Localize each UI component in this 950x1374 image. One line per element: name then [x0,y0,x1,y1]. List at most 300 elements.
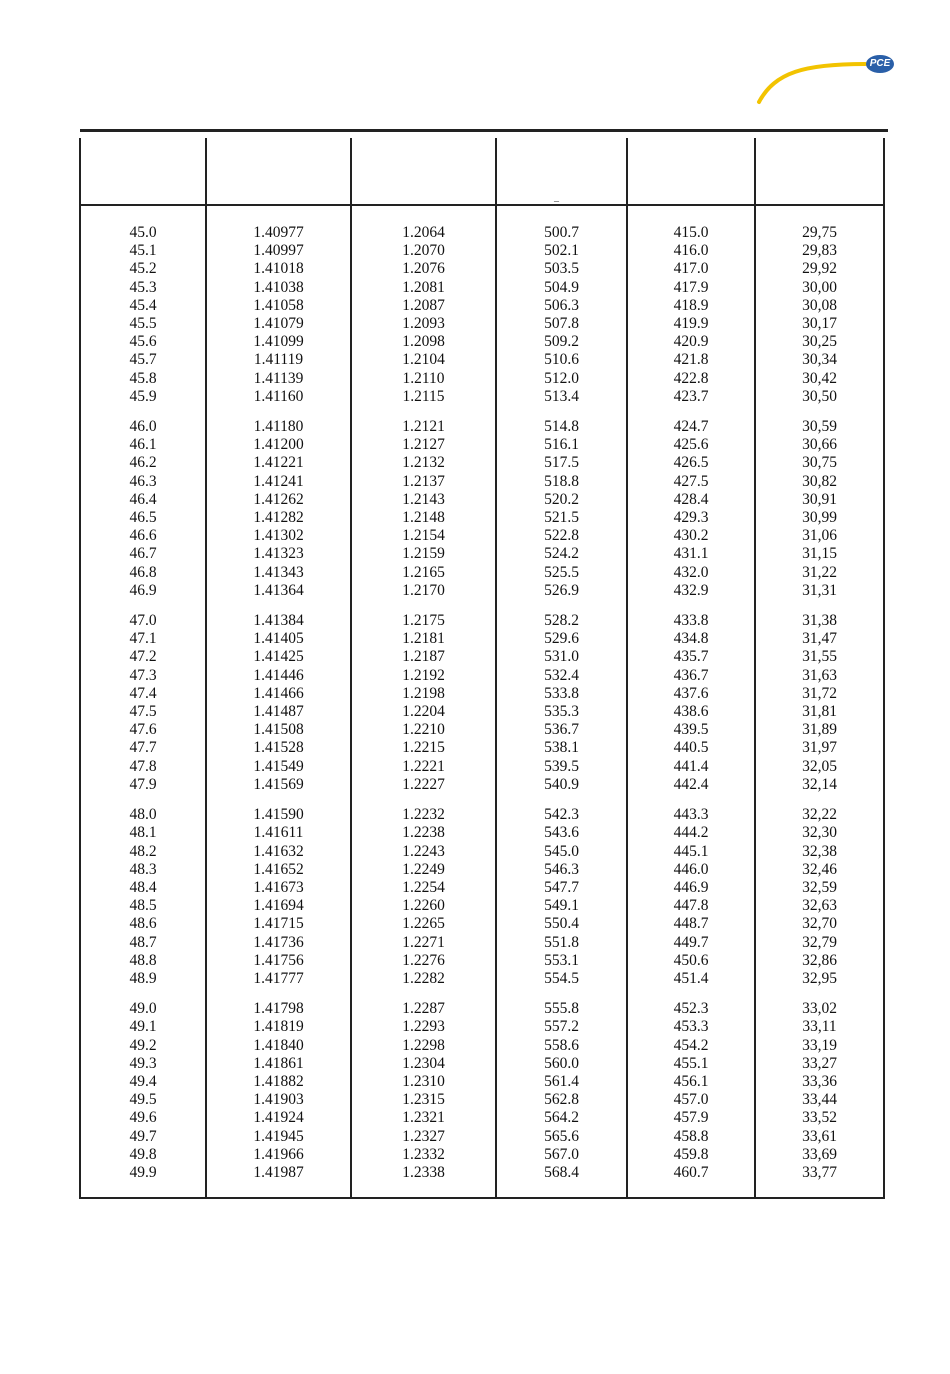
table-cell: 564.2 [544,1109,579,1127]
table-cell: 512.0 [544,369,579,387]
table-cell: 49.6 [129,1109,157,1127]
table-cell: 561.4 [544,1072,579,1090]
table-cell: 423.7 [673,387,709,405]
row-group [352,1000,495,1182]
table-cell: 1.2148 [402,509,445,527]
table-cell: 1.2192 [402,666,445,684]
table-cell: 446.0 [673,860,709,878]
table-cell: 417.9 [673,278,709,296]
table-cell: 533.8 [544,684,579,702]
table-cell: 458.8 [673,1127,709,1145]
table-cell: 33,19 [802,1036,837,1054]
row-group [352,418,495,600]
table-cell: 32,05 [802,757,837,775]
table-cell: 539.5 [544,757,579,775]
table-cell: 1.41180 [253,418,304,436]
table-cell: 447.8 [673,897,709,915]
table-cell: 421.8 [673,351,709,369]
table-cell: 32,46 [802,860,837,878]
table-cell: 49.4 [129,1072,157,1090]
table-cell: 30,25 [802,333,837,351]
table-cell: 47.8 [129,757,157,775]
table-cell: 31,97 [802,739,837,757]
table-cell: 46.0 [129,418,157,436]
row-group [756,612,883,794]
row-group [352,612,495,794]
table-cell: 1.2181 [402,630,445,648]
table-cell: 1.2121 [402,418,445,436]
table-cell: 441.4 [673,757,709,775]
table-cell: 503.5 [544,260,579,278]
table-cell: 425.6 [673,436,709,454]
table-cell: 431.1 [673,545,709,563]
row-group [756,1000,883,1182]
row-group [81,806,205,988]
row-group [81,224,205,406]
table-cell: 452.3 [673,1000,709,1018]
table-cell: 46.5 [129,509,157,527]
table-cell: 439.5 [673,721,709,739]
table-cell: 436.7 [673,666,709,684]
table-cell: 33,36 [802,1072,837,1090]
table-cell: 432.9 [673,581,709,599]
table-cell: 1.2271 [402,933,445,951]
table-cell: 528.2 [544,612,579,630]
table-cell: 47.9 [129,775,157,793]
table-cell: 1.41945 [253,1127,304,1145]
table-cell: 31,47 [802,630,837,648]
table-cell: 419.9 [673,315,709,333]
table-cell: 445.1 [673,842,709,860]
table-cell: 522.8 [544,527,579,545]
table-cell: 48.4 [129,878,157,896]
table-cell: 432.0 [673,563,709,581]
table-cell: 417.0 [673,260,709,278]
table-cell: 1.41777 [253,969,304,987]
row-group [628,418,754,600]
table-cell: 513.4 [544,387,579,405]
table-cell: 1.41038 [253,278,304,296]
table-cell: 524.2 [544,545,579,563]
table-cell: 1.41200 [253,436,304,454]
table-cell: 31,63 [802,666,837,684]
table-cell: 553.1 [544,951,579,969]
table-cell: 546.3 [544,860,579,878]
table-cell: 49.7 [129,1127,157,1145]
table-cell: 1.2198 [402,684,445,702]
table-cell: 1.41694 [253,897,304,915]
table-cell: 567.0 [544,1145,579,1163]
table-cell: 525.5 [544,563,579,581]
table-cell: 433.8 [673,612,709,630]
table-cell: 1.41549 [253,757,304,775]
table-cell: 1.2076 [402,260,445,278]
table-cell: 516.1 [544,436,579,454]
table-cell: 31,31 [802,581,837,599]
table-cell: 514.8 [544,418,579,436]
table-cell: 543.6 [544,824,579,842]
table-cell: 46.2 [129,454,157,472]
table-cell: 444.2 [673,824,709,842]
table-cell: 557.2 [544,1018,579,1036]
table-cell: 31,15 [802,545,837,563]
row-group [756,224,883,406]
table-cell: 1.41405 [253,630,304,648]
table-cell: 562.8 [544,1091,579,1109]
table-cell: 1.41987 [253,1163,304,1181]
table-cell: 32,30 [802,824,837,842]
table-cell: 33,44 [802,1091,837,1109]
table-cell: 48.9 [129,969,157,987]
table-cell: 1.2154 [402,527,445,545]
table-cell: 446.9 [673,878,709,896]
table-cell: 32,86 [802,951,837,969]
table-cell: 1.41840 [253,1036,304,1054]
table-cell: 1.2159 [402,545,445,563]
table-cell: 560.0 [544,1054,579,1072]
table-cell: 47.4 [129,684,157,702]
table-cell: 1.41446 [253,666,304,684]
column-c4 [497,224,626,1194]
table-cell: 1.41323 [253,545,304,563]
table-cell: 49.9 [129,1163,157,1181]
table-cell: 30,50 [802,387,837,405]
table-cell: 1.41903 [253,1091,304,1109]
table-cell: 538.1 [544,739,579,757]
table-cell: 30,82 [802,472,837,490]
table-cell: 1.2215 [402,739,445,757]
table-cell: 457.9 [673,1109,709,1127]
table-cell: 29,83 [802,242,837,260]
table-cell: 48.6 [129,915,157,933]
table-cell: 1.41882 [253,1072,304,1090]
pce-logo [755,52,900,110]
table-cell: 555.8 [544,1000,579,1018]
table-cell: 1.41302 [253,527,304,545]
table-cell: 49.1 [129,1018,157,1036]
table-cell: 1.41736 [253,933,304,951]
table-cell: 1.41652 [253,860,304,878]
table-cell: 47.1 [129,630,157,648]
table-cell: 428.4 [673,490,709,508]
table-cell: 1.2175 [402,612,445,630]
table-cell: 1.41673 [253,878,304,896]
table-cell: 1.2110 [402,369,445,387]
table-cell: 48.0 [129,806,157,824]
table-cell: 1.41508 [253,721,304,739]
table-cell: 48.5 [129,897,157,915]
table-cell: 450.6 [673,951,709,969]
table-cell: 568.4 [544,1163,579,1181]
data-table [79,138,885,1199]
table-cell: 1.2276 [402,951,445,969]
table-cell: 443.3 [673,806,709,824]
table-cell: 455.1 [673,1054,709,1072]
table-cell: 454.2 [673,1036,709,1054]
table-cell: 45.8 [129,369,157,387]
table-cell: 1.41569 [253,775,304,793]
table-cell: 1.2204 [402,703,445,721]
table-cell: 46.3 [129,472,157,490]
row-group [207,806,350,988]
table-cell: 1.2132 [402,454,445,472]
table-cell: 33,02 [802,1000,837,1018]
table-cell: 542.3 [544,806,579,824]
row-group [81,418,205,600]
table-cell: 49.0 [129,1000,157,1018]
table-cell: 1.2254 [402,878,445,896]
table-cell: 448.7 [673,915,709,933]
table-cell: 1.2315 [402,1091,445,1109]
row-group [207,224,350,406]
table-cell: 45.9 [129,387,157,405]
row-group [497,806,626,988]
table-cell: 46.7 [129,545,157,563]
table-cell: 30,08 [802,296,837,314]
table-cell: 1.41160 [253,387,304,405]
column-c2 [207,224,350,1194]
column-c5 [628,224,754,1194]
row-group [497,418,626,600]
table-cell: 1.41262 [253,490,304,508]
table-cell: 1.2087 [402,296,445,314]
table-cell: 31,06 [802,527,837,545]
table-cell: 33,52 [802,1109,837,1127]
table-cell: 45.3 [129,278,157,296]
row-group [352,224,495,406]
table-cell: 549.1 [544,897,579,915]
row-group [628,612,754,794]
table-cell: 30,91 [802,490,837,508]
header-mark: – [554,196,559,207]
table-cell: 1.2115 [402,387,445,405]
table-cell: 30,34 [802,351,837,369]
row-group [207,1000,350,1182]
table-cell: 45.2 [129,260,157,278]
table-cell: 1.2143 [402,490,445,508]
table-cell: 31,89 [802,721,837,739]
table-cell: 30,66 [802,436,837,454]
table-cell: 1.41018 [253,260,304,278]
table-cell: 45.6 [129,333,157,351]
table-cell: 540.9 [544,775,579,793]
table-cell: 420.9 [673,333,709,351]
table-cell: 1.2137 [402,472,445,490]
table-cell: 46.9 [129,581,157,599]
table-cell: 418.9 [673,296,709,314]
table-cell: 1.2127 [402,436,445,454]
table-cell: 1.41756 [253,951,304,969]
table-cell: 529.6 [544,630,579,648]
table-cell: 49.8 [129,1145,157,1163]
table-cell: 1.2338 [402,1163,445,1181]
table-cell: 449.7 [673,933,709,951]
table-cell: 33,61 [802,1127,837,1145]
table-cell: 507.8 [544,315,579,333]
table-cell: 453.3 [673,1018,709,1036]
table-cell: 1.2170 [402,581,445,599]
table-cell: 1.41384 [253,612,304,630]
table-cell: 422.8 [673,369,709,387]
table-cell: 427.5 [673,472,709,490]
table-cell: 1.40997 [253,242,304,260]
table-cell: 1.2321 [402,1109,445,1127]
table-cell: 1.41590 [253,806,304,824]
table-cell: 49.3 [129,1054,157,1072]
table-cell: 531.0 [544,648,579,666]
table-cell: 1.2165 [402,563,445,581]
table-cell: 1.2221 [402,757,445,775]
table-cell: 48.7 [129,933,157,951]
table-cell: 558.6 [544,1036,579,1054]
row-group [756,806,883,988]
table-cell: 47.6 [129,721,157,739]
table-header-row [81,138,883,206]
table-cell: 1.2238 [402,824,445,842]
table-cell: 47.5 [129,703,157,721]
table-cell: 1.2249 [402,860,445,878]
table-cell: 48.1 [129,824,157,842]
table-cell: 47.2 [129,648,157,666]
table-cell: 460.7 [673,1163,709,1181]
table-cell: 1.41798 [253,1000,304,1018]
row-group [628,224,754,406]
table-cell: 536.7 [544,721,579,739]
table-cell: 45.5 [129,315,157,333]
row-group [756,418,883,600]
row-group [207,418,350,600]
column-c6 [756,224,883,1194]
table-cell: 32,95 [802,969,837,987]
table-cell: 1.2298 [402,1036,445,1054]
table-cell: 1.41058 [253,296,304,314]
table-cell: 1.41966 [253,1145,304,1163]
table-cell: 532.4 [544,666,579,684]
table-cell: 1.2227 [402,775,445,793]
table-cell: 1.2243 [402,842,445,860]
table-cell: 46.1 [129,436,157,454]
table-cell: 535.3 [544,703,579,721]
table-cell: 49.5 [129,1091,157,1109]
table-cell: 416.0 [673,242,709,260]
table-cell: 1.41487 [253,703,304,721]
table-cell: 45.4 [129,296,157,314]
table-cell: 32,79 [802,933,837,951]
table-cell: 1.41924 [253,1109,304,1127]
table-cell: 435.7 [673,648,709,666]
logo-text: PCE [869,58,891,69]
table-cell: 46.8 [129,563,157,581]
table-cell: 1.40977 [253,224,304,241]
table-cell: 438.6 [673,703,709,721]
table-cell: 426.5 [673,454,709,472]
table-cell: 31,38 [802,612,837,630]
table-cell: 33,11 [802,1018,837,1036]
table-cell: 1.2304 [402,1054,445,1072]
table-cell: 45.0 [129,224,157,241]
table-cell: 429.3 [673,509,709,527]
table-cell: 1.41221 [253,454,304,472]
table-cell: 451.4 [673,969,709,987]
table-cell: 1.41528 [253,739,304,757]
table-cell: 434.8 [673,630,709,648]
table-cell: 430.2 [673,527,709,545]
table-cell: 33,69 [802,1145,837,1163]
table-cell: 45.7 [129,351,157,369]
table-cell: 415.0 [673,224,709,241]
table-cell: 550.4 [544,915,579,933]
table-cell: 1.41364 [253,581,304,599]
table-cell: 456.1 [673,1072,709,1090]
table-cell: 1.41466 [253,684,304,702]
table-cell: 48.3 [129,860,157,878]
table-cell: 49.2 [129,1036,157,1054]
table-cell: 1.41632 [253,842,304,860]
row-group [207,612,350,794]
table-cell: 1.2327 [402,1127,445,1145]
table-cell: 506.3 [544,296,579,314]
table-cell: 1.2081 [402,278,445,296]
table-cell: 1.2293 [402,1018,445,1036]
table-top-rule [80,129,888,132]
table-cell: 30,99 [802,509,837,527]
table-cell: 29,75 [802,224,837,241]
table-cell: 1.2070 [402,242,445,260]
table-cell: 440.5 [673,739,709,757]
table-cell: 509.2 [544,333,579,351]
table-cell: 32,63 [802,897,837,915]
table-cell: 32,38 [802,842,837,860]
table-cell: 46.6 [129,527,157,545]
table-cell: 1.2104 [402,351,445,369]
column-c3 [352,224,495,1194]
table-cell: 565.6 [544,1127,579,1145]
table-cell: 517.5 [544,454,579,472]
table-cell: 424.7 [673,418,709,436]
table-cell: 1.2098 [402,333,445,351]
table-cell: 1.2310 [402,1072,445,1090]
table-cell: 545.0 [544,842,579,860]
table-cell: 1.41715 [253,915,304,933]
table-cell: 32,70 [802,915,837,933]
table-cell: 30,59 [802,418,837,436]
table-cell: 1.41099 [253,333,304,351]
row-group [628,1000,754,1182]
table-cell: 526.9 [544,581,579,599]
table-cell: 45.1 [129,242,157,260]
row-group [81,612,205,794]
table-cell: 33,77 [802,1163,837,1181]
table-cell: 31,22 [802,563,837,581]
table-cell: 47.3 [129,666,157,684]
table-cell: 1.41611 [253,824,304,842]
table-cell: 1.41861 [253,1054,304,1072]
table-cell: 31,81 [802,703,837,721]
table-cell: 48.8 [129,951,157,969]
table-cell: 1.41119 [253,351,304,369]
row-group [352,806,495,988]
table-cell: 1.41819 [253,1018,304,1036]
table-cell: 31,72 [802,684,837,702]
table-cell: 47.0 [129,612,157,630]
table-cell: 1.2187 [402,648,445,666]
table-cell: 46.4 [129,490,157,508]
table-cell: 1.2282 [402,969,445,987]
table-cell: 1.2093 [402,315,445,333]
table-cell: 1.41241 [253,472,304,490]
table-cell: 48.2 [129,842,157,860]
table-cell: 1.2332 [402,1145,445,1163]
